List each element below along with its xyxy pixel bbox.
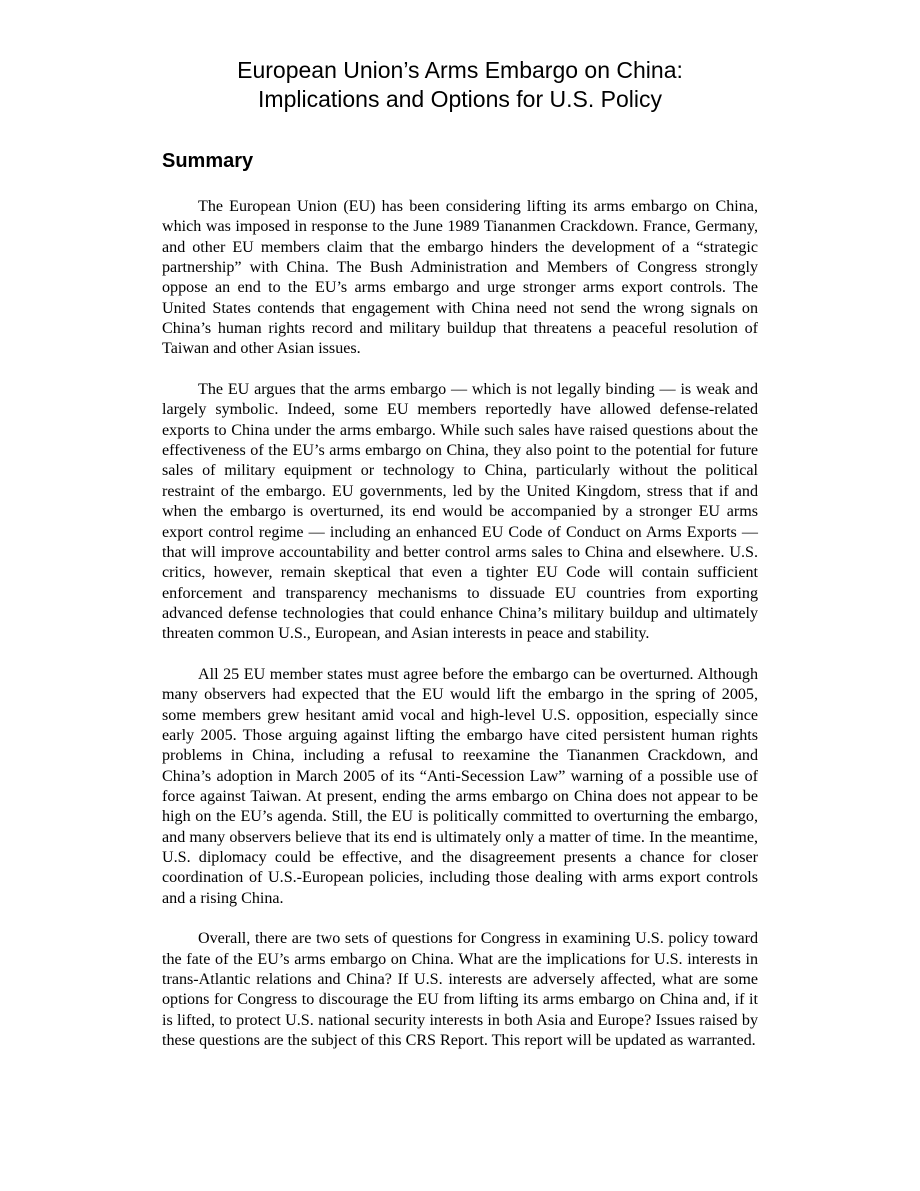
summary-paragraph-2: The EU argues that the arms embargo — which is not legally binding — is weak and largely symbolic. Indeed, some EU members reportedly have allowed defense-related exports to China under the arms embargo. While such sales have raised questions about the effectiveness of the EU’s arms embargo on China, they also point to the potential for future sales of military equipment or technology to China, particularly without the political restraint of the embargo. EU governments, led by the United Kingdom, stress that if and when the embargo is overturned, its end would be accompanied by a stronger EU arms export control regime — including an enhanced EU Code of Conduct on Arms Exports — that will improve accountability and better control arms sales to China and elsewhere. U.S. critics, however, remain skeptical that even a tighter EU Code will contain sufficient enforcement and transparency mechanisms to dissuade EU countries from exporting advanced defense technologies that could enhance China’s military buildup and ultimately threaten common U.S., European, and Asian interests in peace and stability. [162,381,758,643]
summary-paragraph-4: Overall, there are two sets of questions for Congress in examining U.S. policy toward the fate of the EU’s arms embargo on China. What are the implications for U.S. interests in trans-Atlantic relations and China? If U.S. interests are adversely affected, what are some options for Congress to discourage the EU from lifting its arms embargo on China and, if it is lifted, to protect U.S. national security interests in both Asia and Europe? Issues raised by these questions are the subject of this CRS Report. This report will be updated as warranted. [162,930,758,1050]
summary-body [162,197,758,1051]
section-heading-summary: Summary [162,150,254,172]
summary-paragraph-1: The European Union (EU) has been considering lifting its arms embargo on China, which was imposed in response to the June 1989 Tiananmen Crackdown. France, Germany, and other EU members claim that the embargo hinders the development of a “strategic partnership” with China. The Bush Administration and Members of Congress strongly oppose an end to the EU’s arms embargo and urge stronger arms export controls. The United States contends that engagement with China need not send the wrong signals on China’s human rights record and military buildup that threatens a peaceful resolution of Taiwan and other Asian issues. [162,198,758,358]
document-title [150,56,770,114]
title-line-1: European Union’s Arms Embargo on China: [237,57,683,83]
title-line-2: Implications and Options for U.S. Policy [258,86,662,112]
summary-paragraph-3: All 25 EU member states must agree before the embargo can be overturned. Although many observers had expected that the EU would lift the embargo in the spring of 2005, some members grew hesitant amid vocal and high-level U.S. opposition, especially since early 2005. Those arguing against lifting the embargo have cited persistent human rights problems in China, including a refusal to reexamine the Tiananmen Crackdown, and China’s adoption in March 2005 of its “Anti-Secession Law” warning of a possible use of force against Taiwan. At present, ending the arms embargo on China does not appear to be high on the EU’s agenda. Still, the EU is politically committed to overturning the embargo, and many observers believe that its end is ultimately only a matter of time. In the meantime, U.S. diplomacy could be effective, and the disagreement presents a chance for closer coordination of U.S.-European policies, including those dealing with arms export controls and a rising China. [162,665,758,907]
